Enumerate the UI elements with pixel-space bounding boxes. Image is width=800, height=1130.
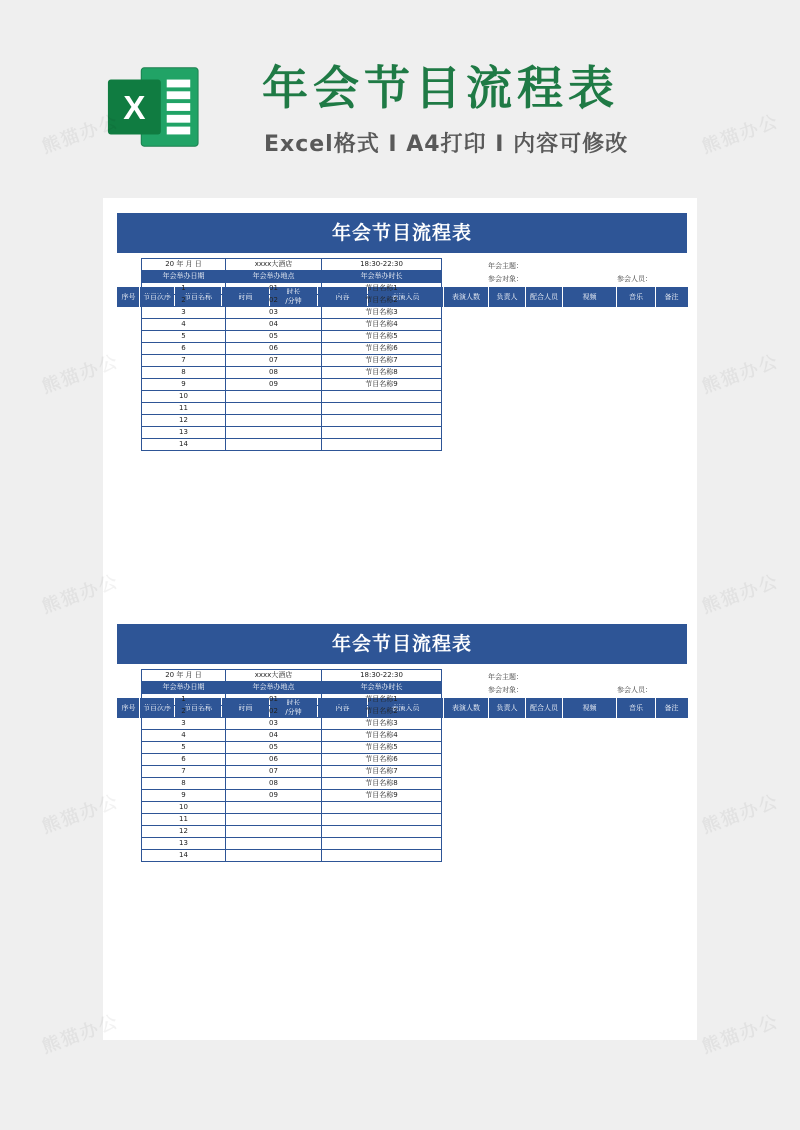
col-no-cell[interactable]: 7	[142, 766, 226, 778]
col-order-cell[interactable]	[226, 850, 322, 862]
col-no-cell[interactable]: 4	[142, 319, 226, 331]
col-helpers-header: 配合人员	[526, 698, 563, 718]
sheet-title: 年会节目流程表	[117, 213, 687, 253]
event-venue-label: 年会举办地点	[226, 271, 322, 283]
table-row	[142, 754, 442, 766]
col-video-header: 视频	[563, 698, 617, 718]
event-attendees-label: 参会人员：	[617, 275, 652, 283]
table-row	[142, 706, 442, 718]
col-performers-header: 表演人员	[368, 287, 444, 307]
page-title: 年会节目流程表	[262, 61, 619, 115]
col-no-cell[interactable]: 11	[142, 814, 226, 826]
col-program-name-cell[interactable]: 节目名称2	[322, 295, 442, 307]
watermark-text: 熊猫办公	[39, 350, 122, 398]
col-order-header: 节目次序	[140, 698, 175, 718]
table-row	[142, 790, 442, 802]
event-time-value[interactable]: 18:30-22:30	[322, 670, 442, 682]
col-duration-header: 时长 /分钟	[270, 698, 318, 718]
col-order-cell[interactable]	[226, 403, 322, 415]
col-program-name-cell[interactable]: 节目名称2	[322, 706, 442, 718]
col-program-name-cell[interactable]: 节目名称3	[322, 718, 442, 730]
col-no-cell[interactable]: 13	[142, 838, 226, 850]
col-no-cell[interactable]: 2	[142, 295, 226, 307]
col-program-name-cell[interactable]	[322, 802, 442, 814]
col-no-cell[interactable]: 7	[142, 355, 226, 367]
table-row	[142, 850, 442, 862]
col-no-cell[interactable]: 10	[142, 802, 226, 814]
col-program-name-cell[interactable]	[322, 415, 442, 427]
event-audience-label: 参会对象：	[488, 686, 523, 694]
col-order-cell[interactable]	[226, 415, 322, 427]
table-row	[142, 307, 442, 319]
event-date-value[interactable]: 20 年 月 日	[142, 670, 226, 682]
table-row	[142, 802, 442, 814]
col-order-cell[interactable]	[226, 802, 322, 814]
col-program-name-cell[interactable]: 节目名称4	[322, 319, 442, 331]
col-order-cell[interactable]	[226, 439, 322, 451]
col-program-name-cell[interactable]	[322, 403, 442, 415]
event-date-value[interactable]: 20 年 月 日	[142, 259, 226, 271]
watermark-text: 熊猫办公	[39, 1010, 122, 1058]
col-order-cell[interactable]: 01	[226, 694, 322, 706]
watermark-text: 熊猫办公	[39, 790, 122, 838]
col-order-cell[interactable]: 09	[226, 379, 322, 391]
col-no-cell[interactable]: 6	[142, 343, 226, 355]
col-owner-header: 负责人	[489, 287, 526, 307]
col-program-name-cell[interactable]: 节目名称5	[322, 331, 442, 343]
table-row	[142, 379, 442, 391]
event-info-table	[141, 258, 442, 451]
col-order-cell[interactable]: 08	[226, 367, 322, 379]
schedule-sheet-1	[117, 213, 687, 448]
table-row	[142, 319, 442, 331]
col-program-name-cell[interactable]: 节目名称7	[322, 355, 442, 367]
col-program-name-cell[interactable]: 节目名称7	[322, 766, 442, 778]
col-program-name-header: 节目名称	[175, 287, 222, 307]
col-order-cell[interactable]	[226, 814, 322, 826]
table-row	[142, 814, 442, 826]
table-row	[142, 766, 442, 778]
table-row	[142, 694, 442, 706]
table-row	[142, 838, 442, 850]
event-theme-label: 年会主题：	[488, 262, 523, 270]
col-time-header: 时间	[222, 698, 270, 718]
schedule-sheet-2	[117, 624, 687, 859]
col-program-name-cell[interactable]: 节目名称4	[322, 730, 442, 742]
col-music-header: 音乐	[617, 698, 656, 718]
svg-text:X: X	[123, 89, 146, 127]
event-venue-label: 年会举办地点	[226, 682, 322, 694]
table-row	[142, 778, 442, 790]
table-row	[142, 718, 442, 730]
event-date-label: 年会举办日期	[142, 271, 226, 283]
watermark-text: 熊猫办公	[699, 790, 782, 838]
col-no-cell[interactable]: 4	[142, 730, 226, 742]
col-no-header: 序号	[118, 287, 140, 307]
col-program-name-cell[interactable]	[322, 826, 442, 838]
table-row	[142, 391, 442, 403]
col-program-name-cell[interactable]: 节目名称6	[322, 754, 442, 766]
col-notes-header: 备注	[656, 287, 688, 307]
col-time-header: 时间	[222, 287, 270, 307]
col-program-name-cell[interactable]: 节目名称3	[322, 307, 442, 319]
col-order-cell[interactable]	[226, 826, 322, 838]
col-duration-header: 时长 /分钟	[270, 287, 318, 307]
table-row	[142, 742, 442, 754]
col-order-cell[interactable]: 06	[226, 754, 322, 766]
col-program-name-header: 节目名称	[175, 698, 222, 718]
col-order-cell[interactable]: 07	[226, 766, 322, 778]
event-info-table	[141, 669, 442, 862]
col-no-cell[interactable]: 11	[142, 403, 226, 415]
col-performer-count-header: 表演人数	[444, 698, 489, 718]
event-duration-label: 年会举办时长	[322, 271, 442, 283]
col-video-header: 视频	[563, 287, 617, 307]
col-no-cell[interactable]: 9	[142, 790, 226, 802]
event-theme-label: 年会主题：	[488, 673, 523, 681]
col-no-cell[interactable]: 12	[142, 415, 226, 427]
watermark-text: 熊猫办公	[699, 350, 782, 398]
col-no-cell[interactable]: 5	[142, 331, 226, 343]
event-venue-value[interactable]: xxxx大酒店	[226, 259, 322, 271]
col-order-cell[interactable]: 07	[226, 355, 322, 367]
col-no-cell[interactable]: 2	[142, 706, 226, 718]
col-program-name-cell[interactable]: 节目名称6	[322, 343, 442, 355]
col-no-header: 序号	[118, 698, 140, 718]
col-no-cell[interactable]: 1	[142, 283, 226, 295]
col-order-cell[interactable]: 05	[226, 742, 322, 754]
col-program-name-cell[interactable]	[322, 838, 442, 850]
col-music-header: 音乐	[617, 287, 656, 307]
event-time-value[interactable]: 18:30-22:30	[322, 259, 442, 271]
col-program-name-cell[interactable]	[322, 427, 442, 439]
table-row	[142, 427, 442, 439]
col-performer-count-header: 表演人数	[444, 287, 489, 307]
excel-logo-icon	[104, 58, 202, 156]
col-order-cell[interactable]: 08	[226, 778, 322, 790]
table-row	[142, 355, 442, 367]
col-no-cell[interactable]: 14	[142, 850, 226, 862]
table-row	[142, 295, 442, 307]
watermark-text: 熊猫办公	[39, 110, 122, 158]
col-order-cell[interactable]: 03	[226, 718, 322, 730]
col-no-cell[interactable]: 9	[142, 379, 226, 391]
col-no-cell[interactable]: 14	[142, 439, 226, 451]
col-performers-header: 表演人员	[368, 698, 444, 718]
watermark-text: 熊猫办公	[699, 110, 782, 158]
event-duration-label: 年会举办时长	[322, 682, 442, 694]
col-program-name-cell[interactable]	[322, 391, 442, 403]
col-order-cell[interactable]: 02	[226, 295, 322, 307]
col-no-cell[interactable]: 10	[142, 391, 226, 403]
event-venue-value[interactable]: xxxx大酒店	[226, 670, 322, 682]
col-no-cell[interactable]: 8	[142, 367, 226, 379]
col-program-name-cell[interactable]: 节目名称9	[322, 790, 442, 802]
col-order-cell[interactable]: 02	[226, 706, 322, 718]
event-date-label: 年会举办日期	[142, 682, 226, 694]
col-order-cell[interactable]	[226, 391, 322, 403]
table-row	[142, 403, 442, 415]
page-subtitle: Excel格式 I A4打印 I 内容可修改	[264, 132, 629, 157]
col-order-cell[interactable]: 05	[226, 331, 322, 343]
table-row	[142, 331, 442, 343]
col-program-name-cell[interactable]: 节目名称8	[322, 367, 442, 379]
col-program-name-cell[interactable]: 节目名称5	[322, 742, 442, 754]
table-row	[142, 367, 442, 379]
col-no-cell[interactable]: 13	[142, 427, 226, 439]
col-no-cell[interactable]: 1	[142, 694, 226, 706]
table-row	[142, 730, 442, 742]
col-program-name-cell[interactable]: 节目名称1	[322, 283, 442, 295]
col-notes-header: 备注	[656, 698, 688, 718]
col-program-name-cell[interactable]	[322, 814, 442, 826]
col-order-cell[interactable]: 04	[226, 319, 322, 331]
event-audience-label: 参会对象：	[488, 275, 523, 283]
table-row	[142, 415, 442, 427]
sheet-title: 年会节目流程表	[117, 624, 687, 664]
col-order-cell[interactable]: 04	[226, 730, 322, 742]
col-no-cell[interactable]: 6	[142, 754, 226, 766]
col-order-cell[interactable]	[226, 838, 322, 850]
col-content-header: 内容	[318, 698, 368, 718]
watermark-text: 熊猫办公	[699, 1010, 782, 1058]
col-owner-header: 负责人	[489, 698, 526, 718]
col-helpers-header: 配合人员	[526, 287, 563, 307]
col-program-name-cell[interactable]: 节目名称1	[322, 694, 442, 706]
table-row	[142, 826, 442, 838]
col-program-name-cell[interactable]	[322, 850, 442, 862]
watermark-text: 熊猫办公	[39, 570, 122, 618]
table-row	[142, 283, 442, 295]
col-order-cell[interactable]: 03	[226, 307, 322, 319]
col-order-cell[interactable]: 09	[226, 790, 322, 802]
col-content-header: 内容	[318, 287, 368, 307]
col-no-cell[interactable]: 5	[142, 742, 226, 754]
col-order-cell[interactable]: 01	[226, 283, 322, 295]
col-program-name-cell[interactable]: 节目名称9	[322, 379, 442, 391]
col-program-name-cell[interactable]	[322, 439, 442, 451]
col-order-cell[interactable]: 06	[226, 343, 322, 355]
table-row	[142, 343, 442, 355]
col-program-name-cell[interactable]: 节目名称8	[322, 778, 442, 790]
col-no-cell[interactable]: 3	[142, 307, 226, 319]
col-no-cell[interactable]: 12	[142, 826, 226, 838]
event-attendees-label: 参会人员：	[617, 686, 652, 694]
col-order-header: 节目次序	[140, 287, 175, 307]
table-row	[142, 439, 442, 451]
watermark-text: 熊猫办公	[699, 570, 782, 618]
col-order-cell[interactable]	[226, 427, 322, 439]
col-no-cell[interactable]: 8	[142, 778, 226, 790]
col-no-cell[interactable]: 3	[142, 718, 226, 730]
document-paper	[103, 198, 697, 1040]
